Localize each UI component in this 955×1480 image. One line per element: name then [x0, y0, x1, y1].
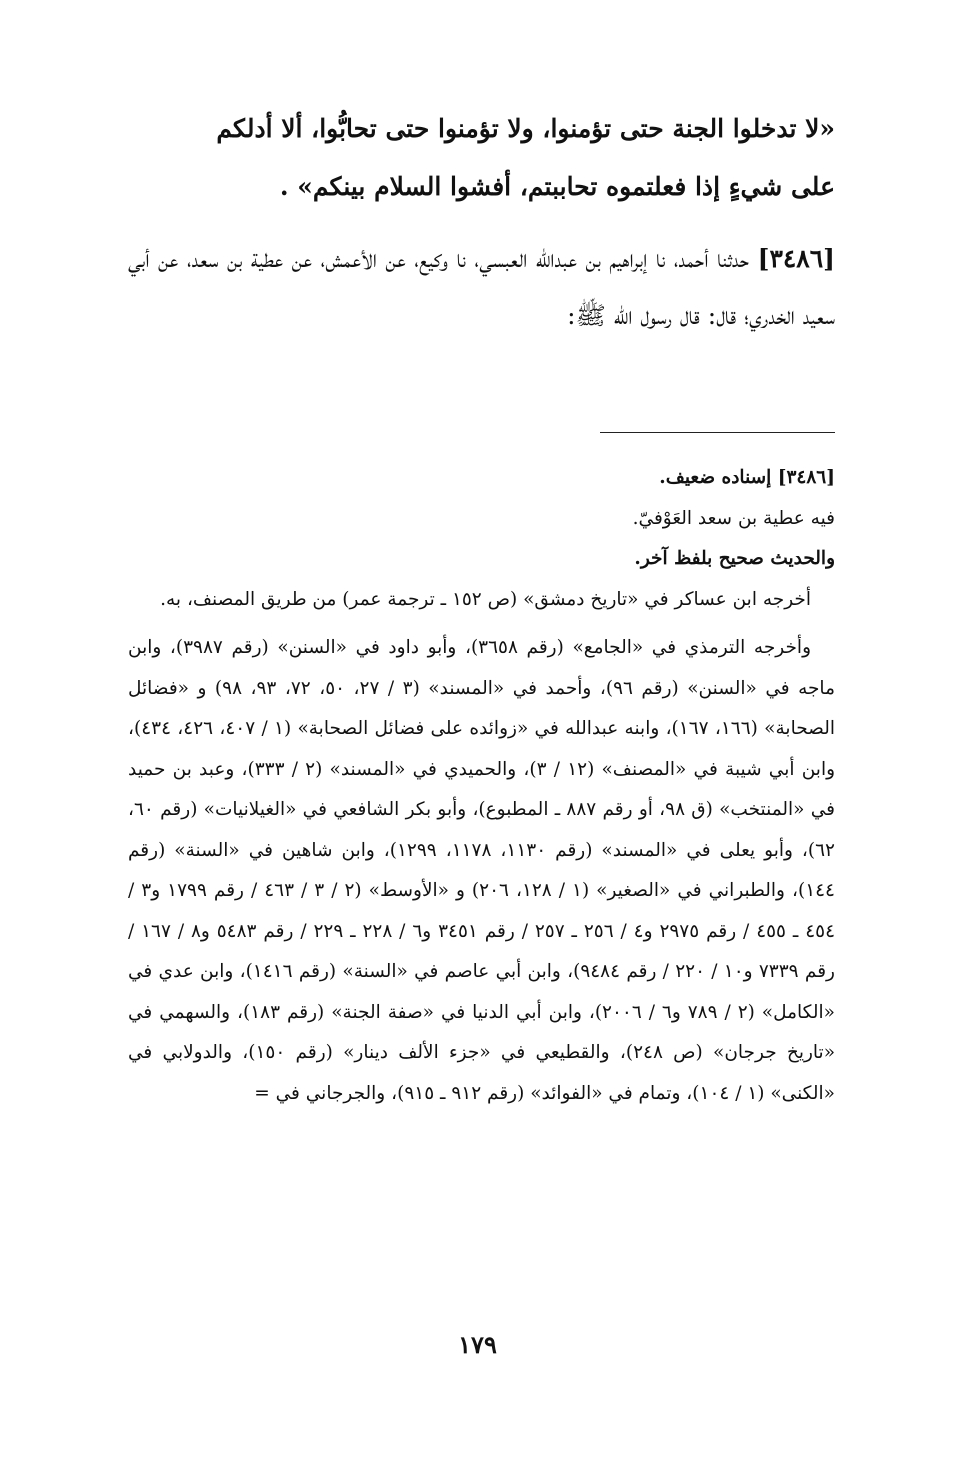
hadith-line-2: على شيءٍ إذا فعلتموه تحاببتم، أفشوا السلام بينكم» .	[279, 172, 835, 201]
footnote-grade: [٣٤٨٦] إسناده ضعيف.	[659, 467, 835, 488]
footnote-separator	[600, 432, 835, 433]
page-number: ١٧٩	[458, 1330, 497, 1359]
hadith-number: [٣٤٨٦]	[757, 244, 835, 273]
hadith-line-1: «لا تدخلوا الجنة حتى تؤمنوا، ولا تؤمنوا حتى تحابُّوا، ألا أدلكم	[216, 114, 835, 143]
isnad-paragraph	[128, 230, 835, 344]
footnote-takhrij-2: وأخرجه الترمذي في «الجامع» (رقم ٣٦٥٨)، وأبو داود في «السنن» (رقم ٣٩٨٧)، وابن ماجه في «السنن» (رقم ٩٦)، وأحمد في «المسند» (٣ / ٢٧، ٥٠، ٧٢، ٩٣، ٩٨) و «فضائل الصحابة» (١٦٦، ١٦٧)، وابنه عبدالله في «زوائده على فضائل الصحابة» (١ / ٤٠٧، ٤٢٦، ٤٣٤)، وابن أبي شيبة في «المصنف» (١٢ / ٣)، والحميدي في «المسند» (٢ / ٣٣٣)، وعبد بن حميد في «المنتخب» (ق ٩٨، أو رقم ٨٨٧ ـ المطبوع)، وأبو بكر الشافعي في «الغيلانيات» (رقم ٦٠، ٦٢)، وأبو يعلى في «المسند» (رقم ١١٣٠، ١١٧٨، ١٢٩٩)، وابن شاهين في «السنة» (رقم ١٤٤)، والطبراني في «الصغير» (١ / ١٢٨، ٢٠٦) و «الأوسط» (٢ / ٣ / ٤٦٣ / رقم ١٧٩٩ و٣ / ٤٥٤ ـ ٤٥٥ / رقم ٢٩٧٥ و٤ / ٢٥٦ ـ ٢٥٧ / رقم ٣٤٥١ و٦ / ٢٢٨ ـ ٢٢٩ / رقم ٥٤٨٣ و٨ / ١٦٧ / رقم ٧٣٣٩ و١٠ / ٢٢٠ / رقم ٩٤٨٤)، وابن أبي عاصم في «السنة» (رقم ١٤١٦)، وابن عدي في «الكامل» (٢ / ٧٨٩ و٦ / ٢٠٠٦)، وابن أبي الدنيا في «صفة الجنة» (رقم ١٨٣)، والسهمي في «تاريخ جرجان» (ص ٢٤٨)، والقطيعي في «جزء الألف دينار» (رقم ١٥٠)، والدولابي في «الكنى» (١ / ١٠٤)، وتمام في «الفوائد» (رقم ٩١٢ ـ ٩١٥)، والجرجاني في =	[128, 637, 836, 1104]
footnote-reason: فيه عطية بن سعد العَوْفيّ.	[632, 507, 835, 529]
footnote-note: والحديث صحيح بلفظ آخر.	[634, 548, 835, 569]
footnotes	[128, 458, 835, 1114]
hadith-text	[128, 100, 835, 216]
footnote-takhrij-1: أخرجه ابن عساكر في «تاريخ دمشق» (ص ١٥٢ ـ ترجمة عمر) من طريق المصنف، به.	[160, 588, 811, 610]
isnad-text: حدثنا أحمد، نا إبراهيم بن عبدالله العبسي، نا وكيع، عن الأعمش، عن عطية بن سعد، عن أبي سعيد الخدري؛ قال: قال رسول الله ﷺ:	[128, 244, 835, 330]
